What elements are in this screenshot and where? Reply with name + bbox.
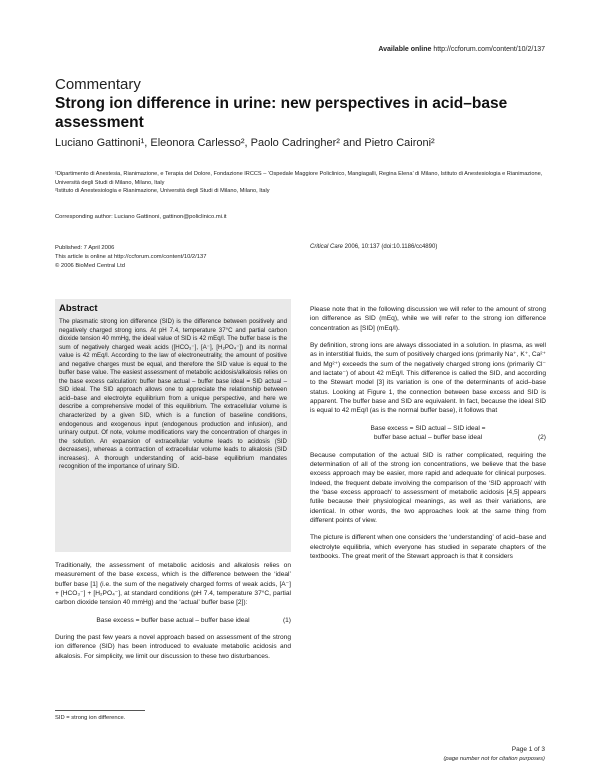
citation bbox=[310, 244, 437, 250]
published-date: Published: 7 April 2006 bbox=[55, 245, 115, 251]
body-paragraph: Traditionally, the assessment of metabolic acidosis and alkalosis relies on measurement of the base excess, which is the difference between the ‘ideal’ buffer base [1] (i.e. the sum of the negatively charged forms of weak acids, [A⁻] + [HCO₃⁻] + [H₂PO₄⁻], at standard conditions (pH 7.4, temperature 37°C, partial carbon dioxide tension 40 mmHg) and the ‘actual’ buffer base [2]): bbox=[55, 562, 291, 607]
article-title: Strong ion difference in urine: new perspectives in acid–base assessment bbox=[55, 95, 508, 131]
body-right-column bbox=[310, 305, 546, 569]
body-paragraph: By definition, strong ions are always dissociated in a solution. In plasma, as well as in interstitial fluids, the sum of positively charged ions (primarily Na⁺, K⁺, Ca²⁺ and Mg²⁺) exceeds the sum of the negatively charged strong ions (primarily Cl⁻ and lactate⁻) of about 42 mEq/l. This difference is called the SID, and according to the Stewart model [3] its variation is one of the determinants of acid–base status. Looking at Figure 1, the connection between base excess and SID is apparent. The buffer base and SID are equivalent. In fact, because the ideal SID is equal to 42 mEq/l (as is the normal buffer base), it follows that bbox=[310, 342, 546, 415]
body-paragraph: Please note that in the following discussion we will refer to the amount of strong ion difference as SID (mEq), while we will refer to the strong ion difference concentration as [SID] (mEq/l). bbox=[310, 306, 546, 332]
body-paragraph: The picture is different when one considers the ‘understanding’ of acid–base and electrolyte equilibria, which everyone has studied in separate chapters of the textbooks. The great merit of the Stewart approach is that it considers bbox=[310, 534, 546, 561]
citation-details: 2006, 10:137 (doi:10.1186/cc4890) bbox=[343, 244, 438, 250]
publication-info bbox=[55, 244, 206, 270]
equation-1-number: (1) bbox=[282, 616, 291, 624]
footnote-divider bbox=[55, 710, 145, 711]
article-url[interactable]: http://ccforum.com/content/10/2/137 bbox=[433, 46, 545, 53]
body-paragraph: Because computation of the actual SID is rather complicated, requiring the determination of all of the strong ion concentrations, we believe that the base excess approach may be easier, more rapid and adequate for clinical purposes. Indeed, the frequent debate involving the comparison of the ‘SID approach’ with the ‘base excess approach’ to assessment of metabolic acidosis [4,5] appears futile because their physiological meanings, as well as their variations, are identical. In other words, the two approaches look at the same thing from different points of view. bbox=[310, 451, 546, 524]
page-number-note: (page number not for citation purposes) bbox=[443, 756, 545, 762]
abstract-heading: Abstract bbox=[59, 303, 98, 314]
equation-2-number: (2) bbox=[537, 433, 546, 441]
copyright: © 2006 BioMed Central Ltd bbox=[55, 262, 126, 269]
page-number: Page 1 of 3 bbox=[511, 746, 545, 753]
online-location: This article is online at http://ccforum.com/content/10/2/137 bbox=[55, 253, 207, 260]
journal-name: Critical Care bbox=[310, 244, 344, 250]
abstract-text: The plasmatic strong ion difference (SID) is the difference between positively and negatively charged strong ions. At pH 7.4, temperature 37°C and partial carbon dioxide tension 40 mmHg, the ideal value of SID is 42 mEq/l. The buffer base is the sum of negatively charged weak acids ([HCO₃⁻], [A⁻], [H₂PO₄⁻]) and its normal value is 42 mEq/l. According to the law of electroneutrality, the amount of positive and negative charges must be equal, and therefore the SID value is equal to the buffer base value. The easiest assessment of metabolic acidosis/alkalosis relies on the base excess calculation: buffer base actual – buffer base ideal = SID actual – SID ideal. The SID approach allows one to appreciate the relationship between acid–base and electrolyte equilibrium from a unique perspective, and here we describe a comprehensive model of this equilibrium. The extracellular volume is characterized by a given SID, which is a function of baseline conditions, endogenous and exogenous input (endogenous production and infusion), and urinary output. Of note, volume modifications vary the concentration of charges in the solution. An expansion of extracellular volume leads to acidosis (SID decreases), whereas a contraction of extracellular volume leads to alkalosis (SID increases). A thorough understanding of acid–base equilibrium mandates recognition of the importance of urinary SID. bbox=[59, 318, 287, 471]
equation-1 bbox=[55, 616, 291, 625]
equation-2-line-1: Base excess = SID actual – SID ideal = bbox=[370, 424, 486, 432]
affiliations bbox=[55, 170, 550, 196]
body-paragraph: During the past few years a novel approach based on assessment of the strong ion difference (SID) has been introduced to evaluate metabolic acidosis and alkalosis. For simplicity, we limit our discussion to these two disturbances. bbox=[55, 634, 291, 660]
footnote: SID = strong ion difference. bbox=[55, 715, 126, 721]
availability-line bbox=[378, 46, 545, 53]
available-label: Available online bbox=[378, 46, 432, 53]
body-left-column bbox=[55, 561, 291, 669]
equation-2-line-2: buffer base actual – buffer base ideal bbox=[373, 434, 483, 442]
corresponding-author: Corresponding author: Luciano Gattinoni, gattinon@policlinico.mi.it bbox=[55, 214, 227, 220]
affiliation-1: ¹Dipartimento di Anestesia, Rianimazione, e Terapia del Dolore, Fondazione IRCCS – ‘Ospedale Maggiore Policlinico, Mangiagalli, Regina Elena’ di Milano, Istituto di Anestesiologia e Rianimazione, Università degli Studi di Milano, Milano, Italy bbox=[55, 171, 543, 186]
affiliation-2: ²Istituto di Anestesiologia e Rianimazione, Università degli Studi di Milano, Milano, Italy bbox=[55, 188, 270, 195]
author-list: Luciano Gattinoni¹, Eleonora Carlesso², Paolo Cadringher² and Pietro Caironi² bbox=[55, 137, 435, 149]
article-type: Commentary bbox=[55, 76, 141, 93]
abstract-box bbox=[55, 299, 291, 552]
equation-1-text: Base excess = buffer base actual – buffer base ideal bbox=[96, 616, 250, 624]
equation-2 bbox=[310, 424, 546, 443]
